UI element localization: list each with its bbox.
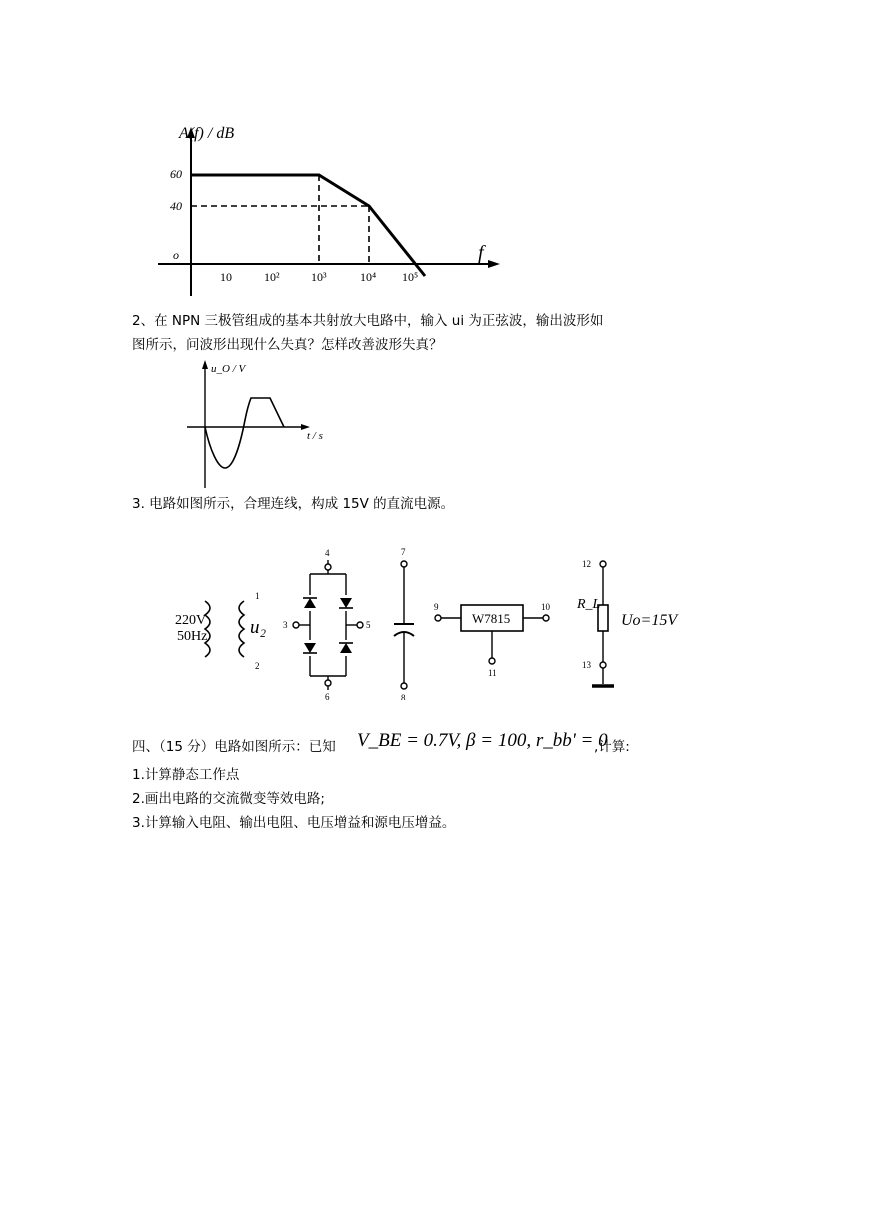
q4-suffix: ,计算: xyxy=(594,739,630,755)
bode-x-tick-1e4: 10⁴ xyxy=(360,270,377,284)
regulator-label: W7815 xyxy=(472,611,511,626)
q4-formula: V_BE = 0.7V, β = 100, r_bb' = 0 xyxy=(357,730,608,751)
diode-d3 xyxy=(303,640,317,656)
wave-y-label: u_O / V xyxy=(211,363,246,375)
node-13-terminal xyxy=(600,662,606,668)
bode-plot xyxy=(140,118,520,303)
bode-y-label: A(f) / dB xyxy=(179,125,235,142)
node-3: 3 xyxy=(283,620,288,630)
bode-x-label: f xyxy=(478,242,484,264)
node-10: 10 xyxy=(541,602,550,612)
node-12-terminal xyxy=(600,561,606,567)
diode-d1 xyxy=(303,595,317,611)
node-2: 2 xyxy=(255,661,260,671)
output-voltage-label: Uo=15V xyxy=(621,612,678,629)
q2-line2: 图所示，问波形出现什么失真？怎样改善波形失真？ xyxy=(132,337,443,353)
node-11-terminal xyxy=(489,658,495,664)
node-6-terminal xyxy=(325,680,331,686)
node-8: 8 xyxy=(401,693,406,700)
q3-text: 3. 电路如图所示，合理连线，构成 15V 的直流电源。 xyxy=(132,496,455,512)
wave-output-curve xyxy=(205,398,284,468)
q4-item-3: 3.计算输入电阻、输出电阻、电压增益和源电压增益。 xyxy=(132,815,456,831)
bode-x-arrow xyxy=(488,260,500,268)
node-12: 12 xyxy=(582,559,591,569)
bode-x-tick-10: 10 xyxy=(220,270,232,284)
node-7: 7 xyxy=(401,547,406,557)
node-3-terminal xyxy=(293,622,299,628)
node-11: 11 xyxy=(488,668,497,678)
node-5-terminal xyxy=(357,622,363,628)
node-1: 1 xyxy=(255,591,260,601)
load-label: R_L xyxy=(577,597,601,612)
node-8-terminal xyxy=(401,683,407,689)
node-7-terminal xyxy=(401,561,407,567)
node-10-terminal xyxy=(543,615,549,621)
bode-x-tick-1e5: 10⁵ xyxy=(402,270,419,284)
secondary-voltage-label: u₂ xyxy=(250,617,267,638)
q4-item-1: 1.计算静态工作点 xyxy=(132,767,240,783)
node-4-terminal xyxy=(325,564,331,570)
diode-d4 xyxy=(339,640,353,656)
waveform-plot xyxy=(180,356,340,491)
q4-intro: 四、（15 分）电路如图所示：已知 xyxy=(132,739,336,755)
node-13: 13 xyxy=(582,660,591,670)
source-freq-label: 50Hz xyxy=(177,629,208,644)
bode-y-tick-40: 40 xyxy=(170,199,182,213)
wave-y-arrow xyxy=(202,360,208,369)
bode-x-tick-1e3: 10³ xyxy=(311,270,327,284)
q2-line1: 2、在 NPN 三极管组成的基本共射放大电路中，输入 ui 为正弦波，输出波形如 xyxy=(132,313,604,329)
bode-y-tick-0: o xyxy=(173,248,179,262)
bode-x-tick-100: 10² xyxy=(264,270,280,284)
node-6: 6 xyxy=(325,692,330,700)
circuit-diagram xyxy=(170,545,690,700)
transformer-secondary-coil xyxy=(239,601,244,657)
node-5: 5 xyxy=(366,620,371,630)
source-voltage-label: 220V xyxy=(175,613,207,628)
node-9-terminal xyxy=(435,615,441,621)
bode-y-tick-60: 60 xyxy=(170,167,182,181)
transformer-primary-coil xyxy=(205,601,210,657)
q4-item-2: 2.画出电路的交流微变等效电路; xyxy=(132,791,325,807)
node-4: 4 xyxy=(325,548,330,558)
node-9: 9 xyxy=(434,602,439,612)
diode-d2 xyxy=(339,595,353,611)
wave-x-label: t / s xyxy=(307,430,323,442)
bode-response-line xyxy=(191,175,425,276)
